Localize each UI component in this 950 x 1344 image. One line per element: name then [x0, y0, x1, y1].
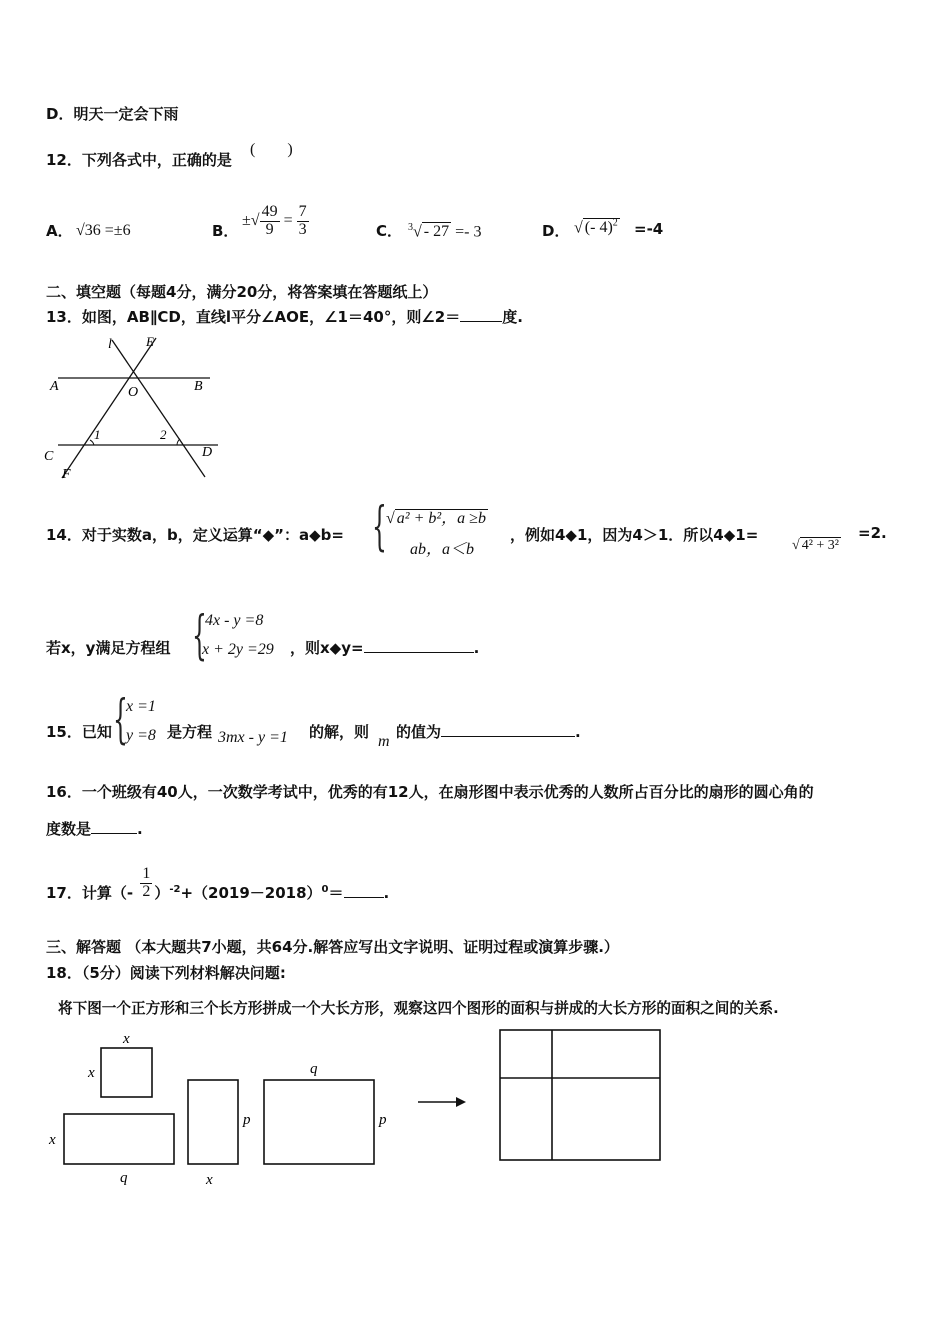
arrow-icon	[456, 1097, 466, 1107]
rect-p-x	[188, 1080, 238, 1164]
label-f: F	[62, 467, 71, 482]
q18-figure	[40, 1024, 680, 1194]
q14-blank	[364, 640, 474, 653]
q12-d-sup: 2	[612, 218, 618, 229]
rect-x-q	[64, 1114, 174, 1164]
q16-line2: 度数是	[46, 820, 92, 838]
q12-option-a-label: A．	[46, 222, 73, 240]
q15-blank	[441, 724, 575, 737]
q12-b-num: 49	[261, 203, 278, 220]
q12-option-b-label: B．	[212, 222, 239, 240]
q17-row	[46, 865, 390, 911]
q12-option-a-text: 36 =±6	[84, 222, 131, 239]
q14-ex-rad: 4² + 3²	[801, 538, 839, 553]
q12-d-rad: (- 4)	[584, 219, 613, 237]
big-rectangle	[500, 1030, 660, 1160]
label-d: D	[202, 445, 213, 460]
label-angle-1: 1	[94, 427, 101, 442]
rect-p-q	[264, 1080, 374, 1164]
q17-blank	[344, 885, 384, 898]
q17-end: .	[383, 883, 390, 902]
q14-eq2: x + 2y =29	[202, 641, 274, 658]
label-rect3-right-p: p	[379, 1112, 387, 1128]
q17-rest: +（2019－2018）	[180, 883, 322, 902]
q15-brace: {	[113, 690, 128, 750]
q15-lead: 15．已知	[46, 723, 112, 741]
label-b: B	[194, 379, 203, 394]
q13-text: 13．如图，AB∥CD，直线l平分∠AOE，∠1＝40°，则∠2＝	[46, 308, 461, 326]
q13-stem	[46, 306, 523, 327]
q12-b-rden: 3	[298, 220, 307, 238]
label-rect2-bottom-x: x	[206, 1172, 213, 1188]
q17-zero: 0	[321, 883, 329, 895]
label-e: E	[146, 334, 154, 349]
q14-cond-tail	[290, 637, 479, 658]
square-x	[101, 1048, 152, 1097]
line-ef	[62, 338, 156, 478]
q14-case1: √ a² + b²，a ≥b	[386, 510, 486, 527]
q14-system-brace: {	[192, 606, 207, 666]
q14-cond-tail-text: ，则x◆y=	[290, 639, 364, 657]
q15-mid1: 是方程	[167, 723, 213, 741]
angle-2-arc	[177, 439, 180, 445]
q14-cond-lead: 若x，y满足方程组	[46, 639, 171, 657]
q12-c-rad: - 27	[423, 223, 450, 241]
q12-b-eq: =	[283, 211, 293, 229]
q17-exp: -2	[169, 883, 181, 895]
q12-answer-paren: ( )	[250, 141, 293, 158]
line-l	[112, 340, 205, 477]
q12-b-rnum: 7	[298, 203, 307, 220]
q12-stem	[46, 149, 232, 170]
label-square-top-x: x	[123, 1031, 130, 1047]
q14-brace: {	[372, 497, 387, 557]
q16-line2-row	[46, 818, 143, 839]
q14-example-rad: √ 4² + 3²	[792, 538, 839, 553]
q18-desc: 将下图一个正方形和三个长方形拼成一个大长方形，观察这四个图形的面积与拼成的大长方形的面积之间的关系.	[58, 1000, 779, 1017]
q12-d-rest: =-4	[634, 220, 664, 238]
q15-mid3: 的值为	[396, 723, 442, 741]
section2-title: 二、填空题（每题4分，满分20分，将答案填在答题纸上）	[46, 283, 438, 301]
q12-options	[46, 200, 726, 250]
q12-b-den: 9	[265, 220, 274, 238]
q13-after: 度.	[502, 308, 523, 326]
q12-option-c-expr: $^3$√ - 27 =- 3	[408, 222, 482, 241]
q12-stem-text: 12．下列各式中，正确的是	[46, 151, 232, 169]
q14-eq1: 4x - y =8	[205, 612, 264, 629]
label-c: C	[44, 449, 54, 464]
q18-stem: 18．（5分）阅读下列材料解决问题:	[46, 964, 286, 982]
q14-end: =2.	[858, 524, 887, 542]
label-rect3-top-q: q	[310, 1061, 318, 1077]
q17-eq: ＝	[328, 883, 344, 902]
q12-c-index: 3	[408, 222, 413, 233]
q14-cond-end: .	[473, 639, 480, 657]
q17-den: 2	[142, 882, 151, 900]
q16-line1: 16．一个班级有40人，一次数学考试中，优秀的有12人，在扇形图中表示优秀的人数所占百分比的扇形的圆心角的	[46, 783, 814, 801]
q12-option-b-expr: ±√ $\frac{49}{9}$ = $\frac{7}{3}$	[242, 203, 307, 238]
q15-mid2: 的解，则	[309, 723, 370, 741]
label-a: A	[50, 379, 59, 394]
q15-mid3-row	[396, 721, 581, 742]
q12-option-d-label: D．	[542, 222, 570, 240]
q11-option-d: D．明天一定会下雨	[46, 105, 179, 123]
q14-lead: 14．对于实数a，b，定义运算“◆”：a◆b=	[46, 526, 344, 544]
q17-paren: ）	[154, 883, 170, 902]
q15-m: m	[378, 733, 390, 750]
q14-case2: ab，a＜b	[410, 541, 475, 558]
q14-case1-expr: a² + b²，a ≥b	[396, 510, 486, 527]
label-rect1-bottom-q: q	[120, 1170, 128, 1186]
q12-c-rest: =- 3	[455, 223, 482, 241]
q15-y-eq: y =8	[126, 727, 156, 744]
q12-option-a-expr: √36 =±6	[76, 222, 131, 239]
q14-mid: ，例如4◆1，因为4＞1．所以4◆1=	[510, 526, 759, 544]
q17-lead: 17．计算（-	[46, 883, 134, 902]
q16-blank	[91, 821, 137, 834]
q16-end: .	[137, 820, 143, 838]
label-rect2-right-p: p	[243, 1112, 251, 1128]
label-square-left-x: x	[88, 1065, 95, 1081]
label-o: O	[128, 385, 139, 400]
q12-option-d-expr: √ (- 4)$^2$	[574, 218, 618, 237]
q13-figure	[40, 332, 230, 484]
q17-num: 1	[142, 865, 151, 882]
label-rect1-left-x: x	[49, 1132, 56, 1148]
q12-option-b-pm: ±	[242, 211, 251, 229]
q13-blank	[460, 309, 502, 322]
section3-title: 三、解答题 （本大题共7小题，共64分.解答应写出文字说明、证明过程或演算步骤.）	[46, 938, 619, 956]
label-l: l	[108, 337, 112, 352]
q15-x-eq: x =1	[126, 698, 156, 715]
label-angle-2: 2	[160, 427, 167, 442]
q15-end: .	[575, 723, 581, 741]
q12-option-c-label: C．	[376, 222, 403, 240]
q15-equation: 3mx - y =1	[218, 729, 288, 746]
